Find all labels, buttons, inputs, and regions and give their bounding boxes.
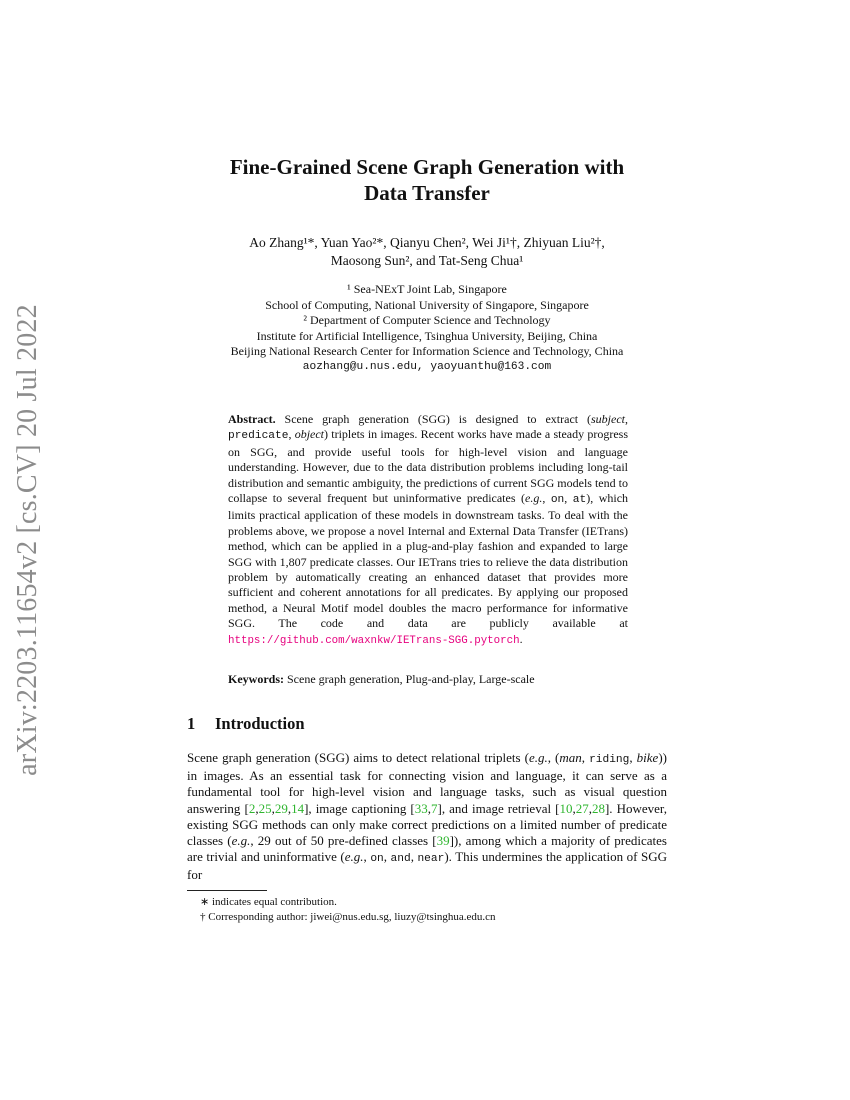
- intro-eg: e.g.: [231, 833, 251, 849]
- abstract-punct: .: [519, 631, 523, 646]
- affiliations: [170, 282, 684, 375]
- intro-text: ], and image retrieval [: [437, 800, 560, 816]
- intro-code-and: and: [390, 853, 411, 866]
- section-number: 1: [187, 714, 196, 733]
- title-line-1: Fine-Grained Scene Graph Generation with: [229, 155, 625, 179]
- citation-link[interactable]: 2: [248, 800, 256, 816]
- abstract-text: Scene graph generation (SGG) is designed to extract (: [275, 412, 591, 426]
- abstract-subject: subject: [591, 412, 625, 426]
- authors-line-2: Maosong Sun², and Tat-Seng Chua¹: [330, 253, 524, 268]
- keywords: [228, 672, 628, 687]
- abstract-punct: ,: [625, 412, 628, 426]
- abstract-code-at: at: [572, 494, 587, 507]
- citation-link[interactable]: 29: [274, 800, 288, 816]
- intro-text: ,: [363, 849, 371, 865]
- intro-text: ,: [383, 849, 391, 865]
- intro-text: Scene graph generation (SGG) aims to detect relational triplets (: [187, 750, 529, 765]
- intro-text: ]. However, existing SGG methods can only make correct predictions on a limited number of predicate classes (: [187, 800, 667, 849]
- keywords-label: Keywords:: [228, 672, 284, 686]
- intro-code-riding: riding: [589, 754, 630, 766]
- abstract-punct: ,: [542, 491, 551, 506]
- affiliation-2-institute: Institute for Artificial Intelligence, Tsinghua University, Beijing, China: [256, 328, 598, 343]
- abstract-punct: ,: [288, 427, 295, 442]
- intro-eg: e.g.: [528, 750, 548, 765]
- author-list: [180, 234, 674, 270]
- abstract-text: ), which limits practical application of these models in downstream tasks. To deal with the problems above, we propose a novel Internal and External Data Transfer (IETrans) method, which can be applied in a plug-and-play fashion and expanded to large SGG with 1,807 predicate classes. Our IETrans tries to relieve the data distribution problem by automatically creating an enhanced dataset that provides more sufficient and coherent annotations for all predicates. By applying our proposed method, a Neural Motif model doubles the macro performance for informative SGG. The code and data are publicly available at: [228, 491, 629, 631]
- citation-link[interactable]: 28: [591, 800, 605, 816]
- affiliation-2: ² Department of Computer Science and Technology: [303, 313, 551, 327]
- code-repository-link[interactable]: https://github.com/waxnkw/IETrans-SGG.pytorch: [228, 634, 520, 647]
- citation-link[interactable]: 27: [575, 800, 589, 816]
- abstract-code-on: on: [550, 494, 565, 507]
- intro-text: ). This undermines the application of SGG for: [187, 849, 668, 883]
- affiliation-2-center: Beijing National Research Center for Information Science and Technology, China: [230, 344, 624, 358]
- intro-eg: e.g.: [344, 849, 364, 865]
- citation-link[interactable]: 25: [258, 800, 272, 816]
- intro-text: ], image captioning [: [304, 800, 415, 816]
- keywords-text: Scene graph generation, Plug-and-play, Large-scale: [284, 672, 535, 686]
- footnote-equal-contribution: ∗ indicates equal contribution.: [200, 896, 337, 908]
- citation-link[interactable]: 39: [436, 833, 450, 849]
- intro-text: ,: [581, 750, 590, 765]
- intro-text: )) in images. As an essential task for connecting vision and language, it can serve as a fundamental tool for high-level vision and language tasks, such as visual question answering [: [187, 750, 667, 816]
- citation-link[interactable]: 14: [291, 800, 305, 816]
- intro-text: , 29 out of 50 pre-defined classes [: [250, 833, 437, 849]
- citation-link[interactable]: 10: [559, 800, 573, 816]
- intro-text: , (: [547, 750, 560, 765]
- abstract-object: object: [294, 427, 325, 442]
- arxiv-identifier: arXiv:2203.11654v2 [cs.CV] 20 Jul 2022: [12, 304, 43, 776]
- affiliation-1-school: School of Computing, National University of Singapore, Singapore: [265, 297, 589, 312]
- abstract-punct: ,: [564, 491, 573, 506]
- intro-text: ,: [410, 849, 418, 865]
- abstract-text: ) triplets in images. Recent works have made a steady progress on SGG, and provide useful tools for high-level vision and language understanding. However, due to the data distribution problems including long-tail distribution and semantic ambiguity, the predictions of current SGG models tend to collapse to several frequent but uninformative predicates (: [228, 427, 629, 506]
- intro-code-on: on: [370, 853, 384, 866]
- abstract-predicate: predicate: [228, 430, 289, 443]
- paper-title: [180, 154, 674, 206]
- citation-link[interactable]: 7: [431, 800, 438, 816]
- section-title: Introduction: [215, 714, 305, 733]
- abstract: [228, 412, 628, 649]
- introduction-paragraph: Scene graph generation (SGG) aims to detect relational triplets (e.g., (man, riding, bike)) in images. As an essential task for connecting vision and language, it can serve as a fundamental tool for high-level vision and language tasks, such as visual question answering [2,25,29,14], image captioning [33,7], and image retrieval [10,27,28]. However, existing SGG methods can only make correct predictions on a limited number of predicate classes (e.g., 29 out of 50 pre-defined classes [39]), among which a majority of predicates are trivial and uninformative (e.g., on, and, near). This undermines the application of SGG for: [187, 750, 668, 883]
- affiliation-1: ¹ Sea-NExT Joint Lab, Singapore: [347, 282, 507, 296]
- footnote-corresponding-author: † Corresponding author: jiwei@nus.edu.sg, liuzy@tsinghua.edu.cn: [200, 911, 496, 923]
- arxiv-sidebar: [8, 300, 48, 780]
- intro-man: man: [559, 750, 582, 765]
- section-heading: [187, 714, 667, 734]
- title-line-2: Data Transfer: [364, 181, 490, 205]
- abstract-eg: e.g.: [525, 491, 543, 506]
- authors-line-1: Ao Zhang¹*, Yuan Yao²*, Qianyu Chen², Wei Ji¹†, Zhiyuan Liu²†,: [249, 235, 605, 250]
- intro-code-near: near: [417, 853, 445, 866]
- author-emails: aozhang@u.nus.edu, yaoyuanthu@163.com: [302, 360, 552, 373]
- intro-bike: bike: [636, 750, 659, 765]
- footnote-rule: [187, 890, 267, 891]
- abstract-label: Abstract.: [228, 412, 276, 426]
- citation-link[interactable]: 33: [414, 800, 428, 816]
- intro-text: ]), among which a majority of predicates are trivial and uninformative (: [187, 833, 667, 865]
- intro-text: ,: [629, 750, 637, 765]
